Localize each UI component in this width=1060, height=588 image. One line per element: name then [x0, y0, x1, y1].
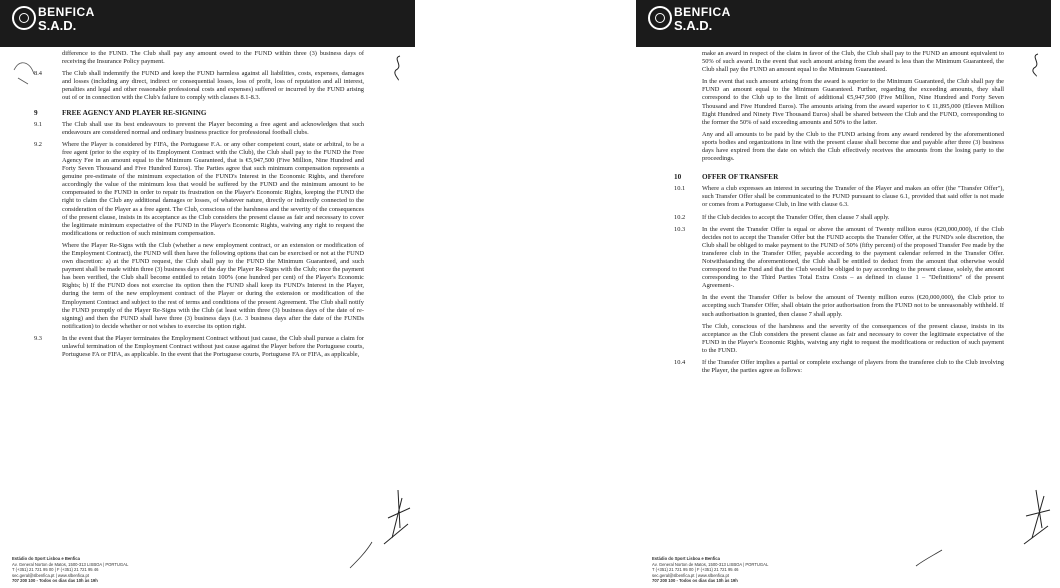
page-header	[636, 0, 1051, 47]
clause-paragraph: The Club, conscious of the harshness and the severity of the consequences of the present clause, insists in its acceptance as the Club considers the present clause as fair and necessary to cover the legitimate expectative of the FUND in the Player's Economic Rights, waiving any right to request the modifications or reduction of such payment to the FUND.	[702, 322, 1004, 354]
clause-paragraph: Where the Player Re-Signs with the Club (whether a new employment contract, or an extension or modification of the Employment Contract), the FUND will then have the following options that can be exercised or not at the FUND own discretion: a) at the FUND request, the Club shall pay to the FUND the Minimum Guaranteed, and such payment shall be made within three (3) business days of the day the Player Re-Signs with the Club; once the payment has been verified, the Club shall become entitled to retain 100% (one hundred per cent) of the Player's Economic Rights; b) If the FUND does not exercise its option then the FUND shall keep its FUND's Interest in the Player, during the term of the new employment contract of the Player or during the extension or modification of the Employment Contract and subject to the rest of terms and conditions of the present Agreement. The Club shall notify the FUND promptly of the Player Re-Signs with the Club (at least within three (3) business days of the date of re-signing) and then the FUND shall have three (3) business days (i.e. 3 business days after the date of the FUNDs notification) to decide whether or not wishes to exercise its option right.	[62, 241, 364, 330]
brand-sad: S.A.D.	[38, 18, 77, 33]
clause-paragraph: difference to the FUND. The Club shall pay any amount owed to the FUND within three (3) business days of receiving the Insurance Policy payment.	[62, 50, 364, 66]
clause-10-4: 10.4 If the Transfer Offer implies a partial or complete exchange of players from the transferee club to the Club involving the Player, the parties agree as follows:	[674, 359, 1004, 375]
signature-icon	[914, 548, 944, 568]
clause-paragraph: make an award in respect of the claim in favor of the Club, the Club shall pay to the FUND an amount equivalent to 50% of such award. In the event that such amount arising from the award is less than the Minimum Guaranteed, the Club shall pay the FUND an amount equal to the Minimum Guaranteed.	[702, 50, 1004, 74]
page-footer: Estádio do Sport Lisboa e Benfica Av. General Norton de Matos, 1500-313 LISBOA | PORTUGAL T (+351) 21 721 95 00 | F (+351) 21 721 95 46 sec.geral@slbenfica.pt | www.slbenfica.pt 707 200 100 - Todos os dias das 10h às 19h	[12, 556, 129, 584]
brand-sad: S.A.D.	[674, 18, 713, 33]
signature-icon	[1020, 488, 1054, 548]
clause-8-4: 8.4 The Club shall indemnify the FUND and keep the FUND harmless against all liabilities, costs, expenses, damages and losses (including any direct, indirect or consequential losses, loss of profit, loss of reputation and all interest, penalties and legal and other reasonable professional costs and expenses) suffered or incurred by the FUND arising out of or in connection with the Club's failure to comply with clauses 8.1-8.3.	[34, 70, 364, 102]
clause-10-1: 10.1 Where a club expresses an interest in securing the Transfer of the Player and makes an offer (the "Transfer Offer"), such Transfer Offer shall be communicated to the FUND pursuant to clause 6.1, provided that said offer is not made or comes from a Portuguese Club, in line with clause 6.3.	[674, 185, 1004, 209]
page-gap	[420, 0, 636, 588]
page-body	[34, 50, 364, 363]
section-heading-10: 10 OFFER OF TRANSFER	[674, 173, 779, 182]
clause-9-1: 9.1 The Club shall use its best endeavours to prevent the Player becoming a free agent and acknowledges that such endeavours are considered normal and ordinary business practice for professional football clubs.	[34, 120, 364, 136]
clause-9-2: 9.2 Where the Player is considered by FIFA, the Portuguese F.A. or any other competent court, state or arbitral, to be a free agent (prior to the expiry of its Employment Contract with the Club), the Club shall pay to the FUND the Free Agency Fee in an amount equal to the Minimum Guaranteed, that is €5,947,500 (Five Million, Nine Hundred and Forty Seven Thousand and Five Hundred Euros). The Parties agree that such minimum compensation represents a genuine pre-estimate of the minimum expectation of the FUND's Interest in the Economic Rights, and therefore accordingly the value of the minimum loss that would be suffered by the FUND and the minimum amount to be compensated to the FUND in order to repair its frustration on the Player's Economic Rights, keeping the FUND the right to claim the Club any additional damages or losses, of whatever nature, directly or indirectly connected to the consideration of the Player as a free agent. The Club, conscious of the harshness and the severity of the consequences of the present clause, insists in its acceptance as the Club considers the present clause as fair and necessary to cover the legitimate minimum expectative of the FUND in the Player's Economic Rights, waiving any right to request the modifications or reduction of such minimum compensation.	[34, 140, 364, 237]
page-body	[674, 50, 1004, 379]
clause-paragraph: Any and all amounts to be paid by the Club to the FUND arising from any award rendered by the aforementioned sports bodies and organizations in line with the present clause shall become due and payable after three (3) business days have expired from the date on which the Club effectively receives the amounts from the losing party to the proceedings.	[702, 130, 1004, 163]
section-heading-9: 9 FREE AGENCY AND PLAYER RE-SIGNING	[34, 108, 207, 117]
benfica-crest-icon	[12, 6, 36, 30]
clause-paragraph: In the event that such amount arising from the award is superior to the Minimum Guaranteed, the Club shall pay the FUND an amount equal to the Minimum Guaranteed. Further, regarding the exceeding amounts, they shall correspond to the Club up to the limit of additional €5,947,500 (Five Million, Nine Hundred and Forty Seven Thousand and Five Hundred Euros). The amounts arising from the award superior to € 11,895,000 (Eleven Million Eight Hundred and Ninety Five Thousand Euros) shall be shared between the Club and the FUND, corresponding to the former the 50% of said exceeding amounts and 50% to the latter.	[702, 78, 1004, 126]
signature-icon	[348, 540, 374, 570]
document-page-left	[0, 0, 420, 588]
document-page-right	[636, 0, 1056, 588]
clause-10-3: 10.3 In the event the Transfer Offer is equal or above the amount of Twenty million euros (€20,000,000), if the Club decides not to accept the Transfer Offer but the FUND accepts the Transfer Offer, at the FUND's sole discretion, the Club shall be obliged to make payment to the FUND of 50% (fifty percent) of the proposed Transfer Fee made by the transferee club in the Transfer Offer, payable according to the payment calendar referred in the Transfer Offer. Notwithstanding the aforementioned, the Club shall be entitled to deduct from the amount that otherwise would correspond to the Fund and that the Club would be obliged to pay according to the present clause, solely, the amount corresponding to the Third Parties Total Extra Costs – as defined in clause 1 – "Definitions" of the present Agreement-.	[674, 225, 1004, 290]
clause-10-2: 10.2 If the Club decides to accept the Transfer Offer, then clause 7 shall apply.	[674, 213, 890, 221]
brand-name: BENFICA	[674, 5, 731, 19]
page-header	[0, 0, 415, 47]
page-footer: Estádio do Sport Lisboa e Benfica Av. General Norton de Matos, 1500-313 LISBOA | PORTUGAL T (+351) 21 721 95 00 | F (+351) 21 721 95 46 sec.geral@slbenfica.pt | www.slbenfica.pt 707 200 100 - Todos os dias das 10h às 19h	[652, 556, 769, 584]
clause-9-3: 9.3 In the event that the Player terminates the Employment Contract without just cause, the Club shall pursue a claim for unlawful termination of the Employment Contract without just cause against the Player before the Portuguese courts, Portuguese FA or FIFA, as applicable. In the event that the Portuguese courts, Portuguese FA or FIFA, as applicable,	[34, 334, 364, 359]
signature-initial-icon	[1028, 52, 1044, 78]
signature-icon	[380, 488, 414, 548]
brand-name: BENFICA	[38, 5, 95, 19]
benfica-crest-icon	[648, 6, 672, 30]
signature-initial-icon	[390, 54, 406, 82]
clause-paragraph: In the event the Transfer Offer is below the amount of Twenty million euros (€20,000,000), the Club prior to accepting such Transfer Offer, shall obtain the prior authorisation from the FUND not to be unreasonably withheld. If such authorisation is granted, then clause 7 shall apply.	[702, 294, 1004, 318]
stamp-icon	[12, 54, 38, 86]
